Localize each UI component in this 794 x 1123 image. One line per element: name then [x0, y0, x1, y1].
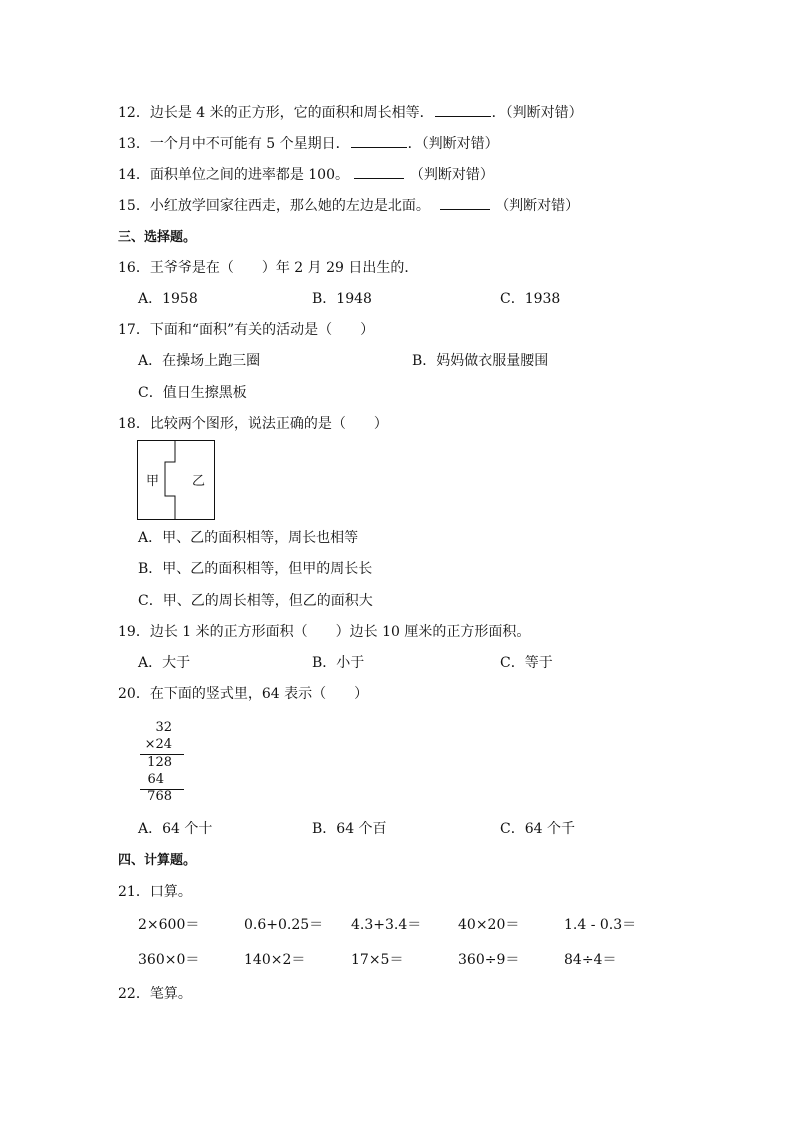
question-text: 面积单位之间的进率都是 100。 — [149, 167, 349, 183]
option-b[interactable]: B．1948 — [312, 291, 372, 307]
question-number: 15． — [118, 198, 150, 214]
question-tail: ．（判断对错） — [491, 105, 583, 121]
option-c[interactable]: C．等于 — [500, 655, 553, 671]
option-c[interactable]: C．甲、乙的周长相等，但乙的面积大 — [138, 593, 373, 609]
mental-calc-item: 2×600＝ — [138, 917, 200, 933]
mental-calc-item: 360×0＝ — [138, 952, 200, 968]
option-b[interactable]: B．64 个百 — [312, 821, 387, 837]
option-a[interactable]: A．大于 — [138, 655, 191, 671]
question-15 — [118, 195, 579, 216]
mental-calc-item: 4.3+3.4＝ — [351, 917, 422, 933]
question-number: 13． — [118, 136, 150, 152]
question-number: 12． — [118, 105, 150, 121]
question-text: 小红放学回家往西走，那么她的左边是北面。 — [149, 198, 430, 214]
option-a[interactable]: A．在操场上跑三圈 — [138, 353, 261, 369]
option-b[interactable]: B．甲、乙的面积相等，但甲的周长长 — [138, 561, 373, 577]
mental-calc-item: 360÷9＝ — [458, 952, 520, 968]
mental-calc-item: 17×5＝ — [351, 952, 404, 968]
answer-blank[interactable] — [354, 164, 404, 179]
partial-product-1: 128 — [147, 755, 172, 770]
mental-calc-item: 84÷4＝ — [564, 952, 617, 968]
mental-calc-item: 140×2＝ — [244, 952, 306, 968]
option-b[interactable]: B．妈妈做衣服量腰围 — [412, 353, 549, 369]
multiplicand: 32 — [155, 720, 172, 735]
option-c[interactable]: C．64 个千 — [500, 821, 575, 837]
question-text: 一个月中不可能有 5 个星期日． — [149, 136, 350, 152]
question-tail: （判断对错） — [495, 198, 580, 214]
mental-calc-item: 0.6+0.25＝ — [244, 917, 324, 933]
answer-blank[interactable] — [351, 133, 407, 148]
option-a[interactable]: A．1958 — [138, 291, 198, 307]
section-heading-choice: 三、选择题。 — [118, 230, 197, 245]
question-tail: ．（判断对错） — [407, 136, 499, 152]
option-c[interactable]: C．值日生擦黑板 — [138, 385, 247, 401]
question-21: 21．口算。 — [118, 884, 192, 900]
option-b[interactable]: B．小于 — [312, 655, 365, 671]
question-17: 17．下面和“面积”有关的活动是（ ） — [118, 322, 375, 338]
question-20: 20．在下面的竖式里，64 表示（ ） — [118, 686, 369, 702]
question-tail: （判断对错） — [409, 167, 494, 183]
question-number: 14． — [118, 167, 150, 183]
product-result: 768 — [147, 789, 172, 804]
option-a[interactable]: A．甲、乙的面积相等，周长也相等 — [138, 530, 359, 546]
vertical-multiplication — [140, 718, 192, 808]
question-text: 边长是 4 米的正方形，它的面积和周长相等． — [149, 105, 434, 121]
answer-blank[interactable] — [435, 102, 491, 117]
mental-calc-item: 1.4 - 0.3＝ — [564, 917, 637, 933]
section-heading-calculation: 四、计算题。 — [118, 853, 197, 868]
shape-comparison-figure — [137, 440, 215, 520]
question-13 — [118, 133, 499, 154]
question-14 — [118, 164, 494, 185]
question-16: 16．王爷爷是在（ ）年 2 月 29 日出生的． — [118, 260, 419, 276]
option-a[interactable]: A．64 个十 — [138, 821, 213, 837]
question-19: 19．边长 1 米的正方形面积（ ）边长 10 厘米的正方形面积。 — [118, 624, 531, 640]
mental-calc-item: 40×20＝ — [458, 917, 520, 933]
shape-label-yi: 乙 — [192, 474, 206, 489]
question-18: 18．比较两个图形，说法正确的是（ ） — [118, 416, 388, 432]
shape-label-jia: 甲 — [146, 474, 160, 489]
question-12 — [118, 102, 583, 123]
option-c[interactable]: C．1938 — [500, 291, 561, 307]
multiplier: ×24 — [144, 737, 172, 752]
question-22: 22．笔算。 — [118, 986, 192, 1002]
answer-blank[interactable] — [440, 195, 490, 210]
partial-product-2: 64 — [147, 772, 164, 787]
